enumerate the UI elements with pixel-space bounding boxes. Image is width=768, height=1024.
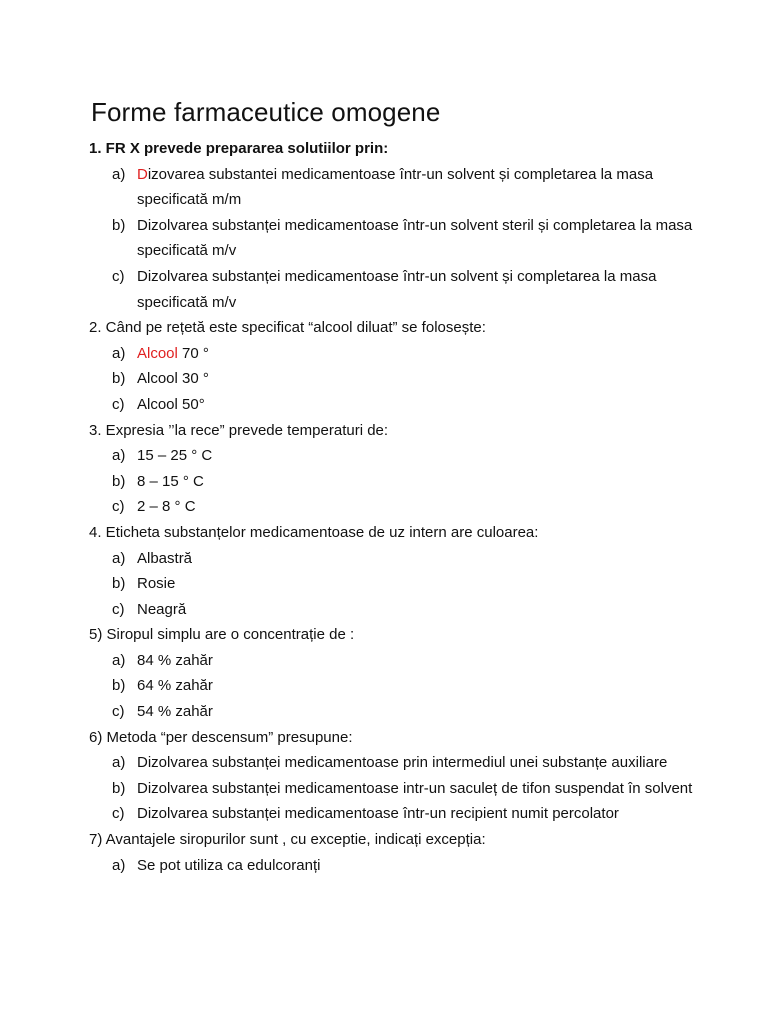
question-text: Avantajele siropurilor sunt , cu exceptie, indicați excepția: xyxy=(102,831,486,849)
question-5 xyxy=(0,622,768,648)
option-text: Alcool 30 ° xyxy=(137,370,209,388)
option-1b xyxy=(0,213,768,264)
question-2 xyxy=(0,315,768,341)
option-1a xyxy=(0,162,768,213)
option-label: a) xyxy=(112,754,126,772)
option-4c xyxy=(0,597,768,623)
option-text: Dizolvarea substanței medicamentoase prin intermediul unei substanțe auxiliare xyxy=(137,754,668,772)
option-text: Dizolvarea substanței medicamentoase într-un solvent și completarea la masa specificată m/v xyxy=(137,267,657,311)
option-3a xyxy=(0,443,768,469)
option-label: a) xyxy=(112,447,126,465)
option-5a xyxy=(0,648,768,674)
option-text: 54 % zahăr xyxy=(137,703,213,721)
option-label: b) xyxy=(112,472,126,490)
option-label: c) xyxy=(112,267,125,285)
option-label: b) xyxy=(112,779,126,797)
option-text: 2 – 8 ° C xyxy=(137,498,196,516)
question-number: 6) xyxy=(89,728,103,746)
question-4 xyxy=(0,520,768,546)
option-5c xyxy=(0,699,768,725)
question-1 xyxy=(0,136,768,162)
option-label: c) xyxy=(112,600,125,618)
option-6b xyxy=(0,776,768,802)
option-text: Albastră xyxy=(137,549,193,567)
highlighted-text: D xyxy=(137,165,148,183)
option-text: Dizolvarea substanței medicamentoase intr-un saculeț de tifon suspendat în solvent xyxy=(137,779,693,797)
option-label: b) xyxy=(112,575,126,593)
question-text: FR X prevede prepararea solutiilor prin: xyxy=(101,140,389,157)
option-label: c) xyxy=(112,395,125,413)
question-number: 4. xyxy=(89,523,102,541)
option-2b xyxy=(0,366,768,392)
option-4b xyxy=(0,571,768,597)
option-text: Rosie xyxy=(137,575,176,593)
option-label: a) xyxy=(112,856,126,874)
question-number: 2. xyxy=(89,319,102,337)
option-label: a) xyxy=(112,549,126,567)
question-3 xyxy=(0,418,768,444)
option-3b xyxy=(0,469,768,495)
question-number: 3. xyxy=(89,421,102,439)
option-2c xyxy=(0,392,768,418)
question-number: 5) xyxy=(89,626,103,644)
option-text: Neagră xyxy=(137,600,187,618)
option-text: 70 ° xyxy=(177,344,209,362)
option-4a xyxy=(0,546,768,572)
option-label: a) xyxy=(112,165,126,183)
option-label: a) xyxy=(112,651,126,669)
question-6 xyxy=(0,725,768,751)
page-title: Forme farmaceutice omogene xyxy=(91,97,441,127)
question-text: Expresia ’’la rece” prevede temperaturi de: xyxy=(101,421,389,439)
question-number: 1. xyxy=(89,140,102,157)
option-6a xyxy=(0,750,768,776)
option-label: a) xyxy=(112,344,126,362)
question-text: Eticheta substanțelor medicamentoase de uz intern are culoarea: xyxy=(101,523,539,541)
option-label: b) xyxy=(112,370,126,388)
question-number: 7) xyxy=(89,831,103,849)
option-1c xyxy=(0,264,768,315)
option-label: c) xyxy=(112,703,125,721)
question-text: Metoda “per descensum” presupune: xyxy=(102,728,353,746)
option-6c xyxy=(0,801,768,827)
option-text: 15 – 25 ° C xyxy=(137,447,213,465)
option-text: Se pot utiliza ca edulcoranți xyxy=(137,856,321,874)
question-7 xyxy=(0,827,768,853)
option-7a xyxy=(0,853,768,879)
option-5b xyxy=(0,673,768,699)
option-text: Dizolvarea substanței medicamentoase într-un recipient numit percolator xyxy=(137,805,619,823)
question-text: Siropul simplu are o concentrație de : xyxy=(102,626,355,644)
option-text: izovarea substantei medicamentoase într-un solvent și completarea la masa specificată m/m xyxy=(137,165,654,209)
option-text: 64 % zahăr xyxy=(137,677,213,695)
option-label: c) xyxy=(112,805,125,823)
option-2a xyxy=(0,341,768,367)
option-text: 8 – 15 ° C xyxy=(137,472,204,490)
option-text: Alcool 50° xyxy=(137,395,205,413)
highlighted-text: Alcool xyxy=(137,344,178,362)
option-3c xyxy=(0,494,768,520)
option-label: c) xyxy=(112,498,125,516)
question-text: Când pe rețetă este specificat “alcool diluat” se folosește: xyxy=(101,319,486,337)
option-text: 84 % zahăr xyxy=(137,651,213,669)
question-list xyxy=(0,136,768,878)
option-label: b) xyxy=(112,216,126,234)
option-text: Dizolvarea substanței medicamentoase într-un solvent steril și completarea la masa specificată m/v xyxy=(137,216,693,260)
option-label: b) xyxy=(112,677,126,695)
